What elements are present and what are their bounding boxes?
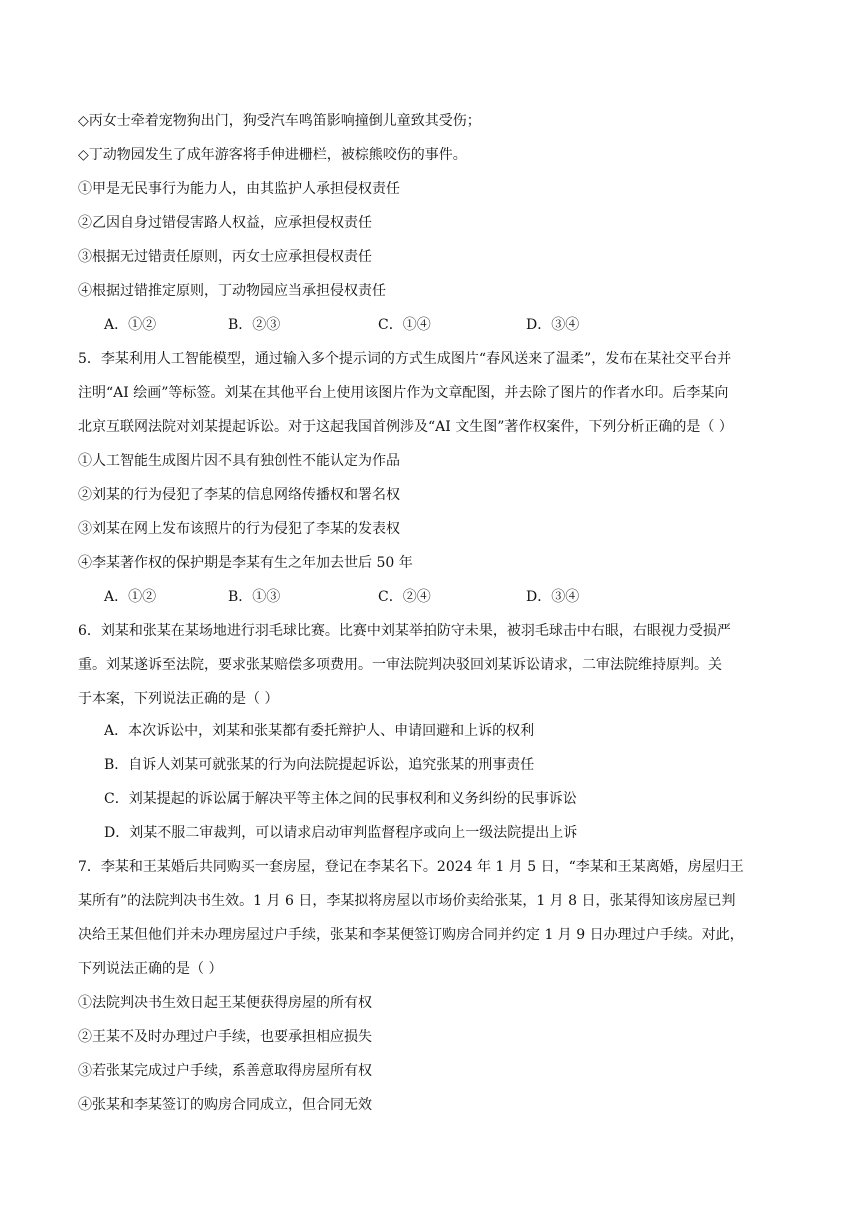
q4-scenario-c: ◇丙女士牵着宠物狗出门，狗受汽车鸣笛影响撞倒儿童致其受伤； xyxy=(78,113,481,129)
q6-choice-a[interactable]: A．本次诉讼中，刘某和张某都有委托辩护人、申请回避和上诉的权利 xyxy=(104,723,535,739)
q7-item-4: ④张某和李某签订的购房合同成立，但合同无效 xyxy=(78,1097,372,1113)
q7-item-3: ③若张某完成过户手续，系善意取得房屋所有权 xyxy=(78,1063,372,1079)
q4-item-3: ③根据无过错责任原则，丙女士应承担侵权责任 xyxy=(78,249,372,265)
q5-item-2: ②刘某的行为侵犯了李某的信息网络传播权和署名权 xyxy=(78,487,400,503)
q7-stem-line-4: 下列说法正确的是（ ） xyxy=(78,961,223,977)
q7-stem-line-2: 某所有”的法院判决书生效。1 月 6 日，李某拟将房屋以市场价卖给张某，1 月 8 日，张某得知该房屋已判 xyxy=(78,893,736,909)
q7-stem-line-3: 决给王某但他们并未办理房屋过户手续，张某和李某便签订购房合同并约定 1 月 9 日办理过户手续。对此， xyxy=(78,927,744,943)
q5-option-a[interactable]: A．①② xyxy=(104,589,157,605)
q4-scenario-d: ◇丁动物园发生了成年游客将手伸进栅栏，被棕熊咬伤的事件。 xyxy=(78,147,467,163)
q6-choice-c[interactable]: C．刘某提起的诉讼属于解决平等主体之间的民事权利和义务纠纷的民事诉讼 xyxy=(104,791,577,807)
q6-stem-line-2: 重。刘某遂诉至法院，要求张某赔偿多项费用。一审法院判决驳回刘某诉讼请求，二审法院维持原判。关 xyxy=(78,657,722,673)
q5-option-b[interactable]: B．①③ xyxy=(228,589,281,605)
q4-option-b[interactable]: B．②③ xyxy=(228,317,281,333)
q4-item-1: ①甲是无民事行为能力人，由其监护人承担侵权责任 xyxy=(78,181,400,197)
q5-stem-line-3: 北京互联网法院对刘某提起诉讼。对于这起我国首例涉及“AI 文生图”著作权案件，下列分析正确的是（ ） xyxy=(78,419,733,435)
q5-item-3: ③刘某在网上发布该照片的行为侵犯了李某的发表权 xyxy=(78,521,400,537)
q5-item-1: ①人工智能生成图片因不具有独创性不能认定为作品 xyxy=(78,453,400,469)
q4-option-a[interactable]: A．①② xyxy=(104,317,157,333)
q4-option-d[interactable]: D．③④ xyxy=(526,317,580,333)
q4-option-c[interactable]: C．①④ xyxy=(378,317,431,333)
q5-item-4: ④李某著作权的保护期是李某有生之年加去世后 50 年 xyxy=(78,555,413,571)
q4-item-2: ②乙因自身过错侵害路人权益，应承担侵权责任 xyxy=(78,215,372,231)
q6-choice-d[interactable]: D．刘某不服二审裁判，可以请求启动审判监督程序或向上一级法院提出上诉 xyxy=(104,825,578,841)
q7-item-2: ②王某不及时办理过户手续，也要承担相应损失 xyxy=(78,1029,372,1045)
q5-option-d[interactable]: D．③④ xyxy=(526,589,580,605)
q6-stem-line-3: 于本案，下列说法正确的是（ ） xyxy=(78,691,279,707)
q4-item-4: ④根据过错推定原则，丁动物园应当承担侵权责任 xyxy=(78,283,386,299)
q7-item-1: ①法院判决书生效日起王某便获得房屋的所有权 xyxy=(78,995,372,1011)
q5-stem-line-1: 5．李某利用人工智能模型，通过输入多个提示词的方式生成图片“春风送来了温柔”，发布在某社交平台并 xyxy=(78,351,732,367)
q5-option-c[interactable]: C．②④ xyxy=(378,589,431,605)
q6-choice-b[interactable]: B．自诉人刘某可就张某的行为向法院提起诉讼，追究张某的刑事责任 xyxy=(104,757,535,773)
q7-stem-line-1: 7．李某和王某婚后共同购买一套房屋，登记在李某名下。2024 年 1 月 5 日，“李某和王某离婚，房屋归王 xyxy=(78,859,744,875)
q5-stem-line-2: 注明“AI 绘画”等标签。刘某在其他平台上使用该图片作为文章配图，并去除了图片的作者水印。后李某向 xyxy=(78,385,729,401)
q6-stem-line-1: 6．刘某和张某在某场地进行羽毛球比赛。比赛中刘某举拍防守未果，被羽毛球击中右眼，右眼视力受损严 xyxy=(78,623,731,639)
